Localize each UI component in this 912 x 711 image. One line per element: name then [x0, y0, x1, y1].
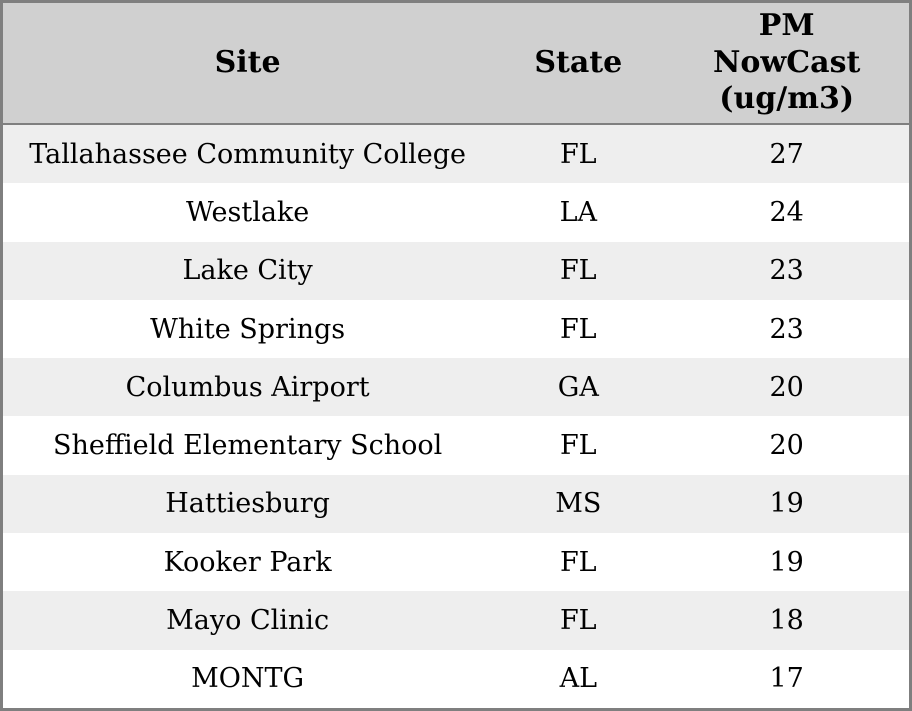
- cell-pm-nowcast: 17: [664, 650, 910, 710]
- cell-site: MONTG: [2, 650, 493, 710]
- cell-state: FL: [492, 533, 664, 591]
- cell-site: White Springs: [2, 300, 493, 358]
- table-row: [2, 650, 911, 710]
- cell-state: FL: [492, 591, 664, 649]
- table-row: [2, 475, 911, 533]
- column-header-site-label: Site: [214, 44, 281, 80]
- cell-state: FL: [492, 300, 664, 358]
- cell-site: Hattiesburg: [2, 475, 493, 533]
- cell-site: Columbus Airport: [2, 358, 493, 416]
- cell-state: GA: [492, 358, 664, 416]
- column-header-site: [2, 2, 493, 125]
- table-row: [2, 183, 911, 241]
- cell-pm-nowcast: 23: [664, 300, 910, 358]
- table-row: [2, 416, 911, 474]
- table-row: [2, 300, 911, 358]
- cell-site: Mayo Clinic: [2, 591, 493, 649]
- cell-state: MS: [492, 475, 664, 533]
- cell-site: Sheffield Elementary School: [2, 416, 493, 474]
- cell-state: FL: [492, 416, 664, 474]
- column-header-state: [492, 2, 664, 125]
- cell-site: Kooker Park: [2, 533, 493, 591]
- cell-pm-nowcast: 27: [664, 124, 910, 183]
- cell-pm-nowcast: 18: [664, 591, 910, 649]
- cell-state: FL: [492, 242, 664, 300]
- cell-site: Westlake: [2, 183, 493, 241]
- table-header: [2, 2, 911, 125]
- cell-pm-nowcast: 23: [664, 242, 910, 300]
- table-row: [2, 591, 911, 649]
- table-row: [2, 242, 911, 300]
- cell-state: AL: [492, 650, 664, 710]
- cell-site: Tallahassee Community College: [2, 124, 493, 183]
- cell-state: LA: [492, 183, 664, 241]
- table-body: [2, 124, 911, 710]
- cell-state: FL: [492, 124, 664, 183]
- cell-pm-nowcast: 20: [664, 358, 910, 416]
- cell-pm-nowcast: 20: [664, 416, 910, 474]
- table-row: [2, 358, 911, 416]
- cell-pm-nowcast: 19: [664, 475, 910, 533]
- header-row: [2, 2, 911, 125]
- column-header-state-label: State: [534, 44, 623, 80]
- cell-pm-nowcast: 19: [664, 533, 910, 591]
- cell-pm-nowcast: 24: [664, 183, 910, 241]
- table-row: [2, 124, 911, 183]
- table-row: [2, 533, 911, 591]
- column-header-pm-nowcast-label: PM NowCast (ug/m3): [713, 7, 861, 117]
- column-header-pm-nowcast: [664, 2, 910, 125]
- cell-site: Lake City: [2, 242, 493, 300]
